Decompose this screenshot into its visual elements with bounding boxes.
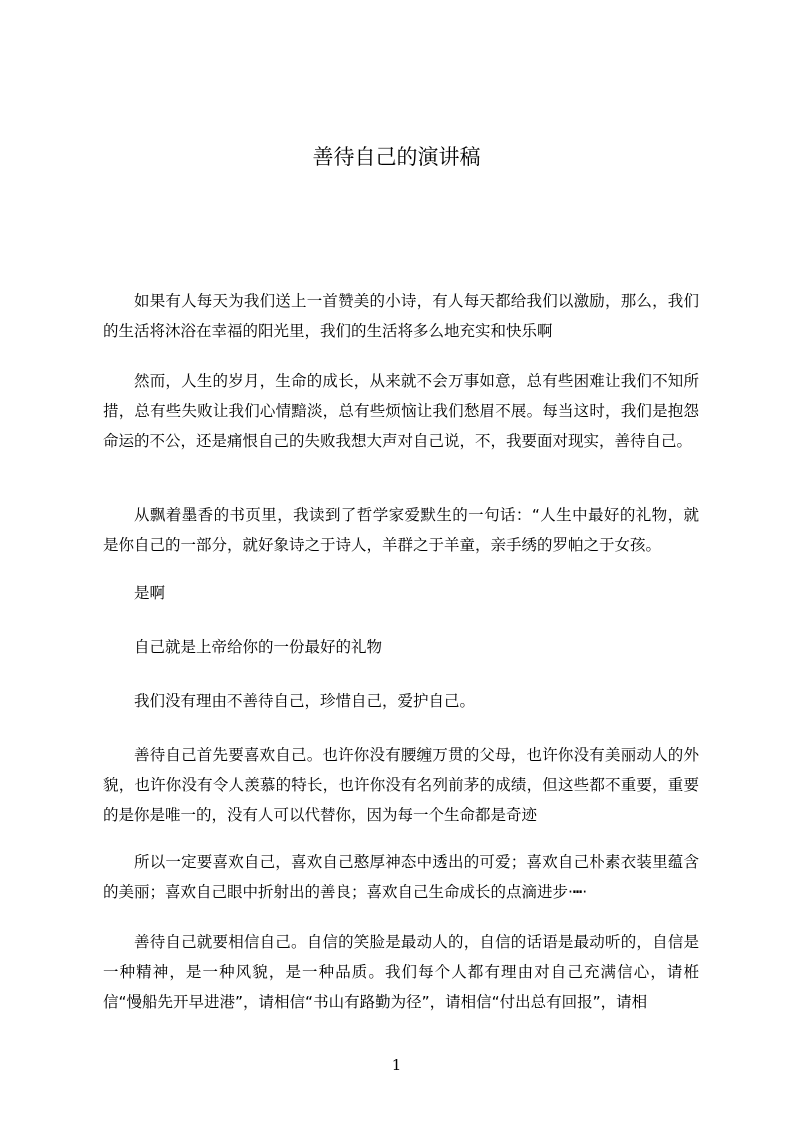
paragraph: 如果有人每天为我们送上一首赞美的小诗，有人每天都给我们以激励，那么，我们的生活将沐浴在幸福的阳光里，我们的生活将多么地充实和快乐啊 [103, 292, 699, 340]
page-title: 善待自己的演讲稿 [312, 145, 481, 169]
paragraph: 善待自己首先要喜欢自己。也许你没有腰缠万贯的父母，也许你没有美丽动人的外貌，也许你没有令人羡慕的特长，也许你没有名列前茅的成绩，但这些都不重要，重要的是你是唯一的，没有人可以代替你，因为每一个生命都是奇迹 [103, 746, 699, 824]
paragraph: 是啊 [134, 584, 166, 602]
paragraph: 善待自己就要相信自己。自信的笑脸是最动人的，自信的话语是最动听的，自信是一种精神，是一种风貌，是一种品质。我们每个人都有理由对自己充满信心，请栣信“慢船先开早进港”，请相信“书山有路勤为径”，请相信“付出总有回报”，请相 [103, 933, 699, 1011]
paragraph: 我们没有理由不善待自己，珍惜自己，爱护自己。 [134, 692, 476, 710]
paragraph: 自己就是上帝给你的一份最好的礼物 [134, 638, 383, 656]
paragraph: 所以一定要喜欢自己，喜欢自己憨厚神态中透出的可爱；喜欢自己朴素衣装里蕴含的美丽；喜欢自己眼中折射出的善良；喜欢自己生命成长的点滴进步·┅· [103, 853, 699, 901]
paragraph: 从飘着墨香的书页里，我读到了哲学家爱默生的一句话：“人生中最好的礼物，就是你自己的一部分，就好象诗之于诗人，羊群之于羊童，亲手绣的罗帕之于女孩。 [103, 506, 699, 554]
paragraph: 然而，人生的岁月，生命的成长，从来就不会万事如意，总有些困难让我们不知所措，总有些失败让我们心情黯淡，总有些烦恼让我们愁眉不展。每当这时，我们是抱怨命运的不公，还是痛恨自己的失败我想大声对自己说，不，我要面对现实，善待自己。 [103, 372, 699, 450]
page-number: 1 [391, 1056, 402, 1074]
